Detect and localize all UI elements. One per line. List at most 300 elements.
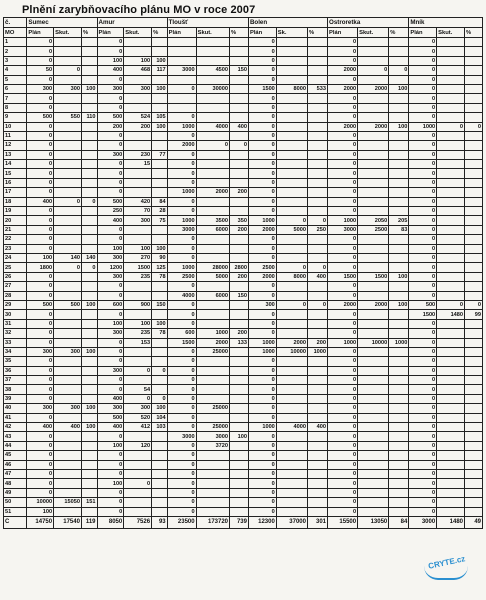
value-cell: 100 bbox=[97, 319, 124, 328]
value-cell: 99 bbox=[465, 310, 483, 319]
subheader-cell: % bbox=[307, 28, 327, 38]
value-cell: 2000 bbox=[358, 300, 389, 309]
value-cell: 0 bbox=[409, 282, 437, 291]
value-cell bbox=[465, 329, 483, 338]
value-cell: 50 bbox=[27, 66, 54, 75]
value-cell bbox=[196, 460, 229, 469]
value-cell bbox=[307, 498, 327, 507]
value-cell: 400 bbox=[97, 423, 124, 432]
value-cell bbox=[54, 507, 82, 516]
value-cell: 0 bbox=[248, 451, 276, 460]
value-cell bbox=[389, 291, 409, 300]
value-cell bbox=[389, 47, 409, 56]
total-value-cell: 23500 bbox=[167, 516, 196, 528]
value-cell bbox=[152, 469, 168, 478]
value-cell bbox=[81, 338, 97, 347]
value-cell: 90 bbox=[152, 253, 168, 262]
value-cell: 0 bbox=[167, 376, 196, 385]
value-cell bbox=[437, 319, 465, 328]
value-cell bbox=[230, 150, 249, 159]
value-cell bbox=[230, 253, 249, 262]
table-row bbox=[4, 413, 483, 422]
value-cell: 0 bbox=[54, 66, 82, 75]
total-value-cell: 17540 bbox=[54, 516, 82, 528]
value-cell bbox=[358, 460, 389, 469]
value-cell: 0 bbox=[409, 131, 437, 140]
value-cell: 2000 bbox=[248, 225, 276, 234]
mo-number-cell: 36 bbox=[4, 366, 27, 375]
value-cell bbox=[465, 66, 483, 75]
value-cell: 4000 bbox=[196, 122, 229, 131]
value-cell bbox=[307, 235, 327, 244]
value-cell: 1000 bbox=[248, 216, 276, 225]
value-cell: 0 bbox=[248, 150, 276, 159]
value-cell bbox=[81, 413, 97, 422]
value-cell bbox=[81, 235, 97, 244]
table-row bbox=[4, 235, 483, 244]
total-value-cell: 8050 bbox=[97, 516, 124, 528]
table-row bbox=[4, 253, 483, 262]
value-cell: 100 bbox=[124, 319, 152, 328]
value-cell bbox=[358, 94, 389, 103]
value-cell bbox=[389, 507, 409, 516]
value-cell: 0 bbox=[167, 197, 196, 206]
value-cell: 0 bbox=[27, 131, 54, 140]
mo-number-cell: 3 bbox=[4, 56, 27, 65]
value-cell bbox=[465, 404, 483, 413]
total-value-cell: 119 bbox=[81, 516, 97, 528]
value-cell bbox=[389, 113, 409, 122]
value-cell bbox=[124, 94, 152, 103]
value-cell: 0 bbox=[409, 84, 437, 93]
value-cell bbox=[465, 432, 483, 441]
value-cell: 0 bbox=[328, 94, 358, 103]
value-cell: 0 bbox=[27, 150, 54, 159]
value-cell: 2000 bbox=[328, 66, 358, 75]
value-cell bbox=[307, 160, 327, 169]
value-cell: 0 bbox=[167, 507, 196, 516]
value-cell: 300 bbox=[97, 404, 124, 413]
value-cell bbox=[81, 507, 97, 516]
value-cell bbox=[276, 197, 307, 206]
value-cell bbox=[465, 253, 483, 262]
value-cell bbox=[437, 235, 465, 244]
value-cell: 110 bbox=[81, 113, 97, 122]
value-cell bbox=[389, 441, 409, 450]
value-cell: 100 bbox=[152, 84, 168, 93]
value-cell: 0 bbox=[307, 263, 327, 272]
value-cell: 0 bbox=[328, 113, 358, 122]
value-cell bbox=[437, 347, 465, 356]
value-cell bbox=[54, 432, 82, 441]
value-cell bbox=[437, 404, 465, 413]
value-cell bbox=[358, 423, 389, 432]
value-cell bbox=[54, 38, 82, 47]
value-cell: 0 bbox=[248, 197, 276, 206]
value-cell: 75 bbox=[152, 216, 168, 225]
value-cell: 0 bbox=[248, 282, 276, 291]
value-cell bbox=[389, 131, 409, 140]
value-cell: 0 bbox=[27, 432, 54, 441]
subheader-cell: Skut. bbox=[437, 28, 465, 38]
value-cell: 0 bbox=[248, 319, 276, 328]
value-cell: 0 bbox=[248, 460, 276, 469]
value-cell: 412 bbox=[124, 423, 152, 432]
value-cell: 200 bbox=[97, 122, 124, 131]
value-cell: 0 bbox=[307, 216, 327, 225]
value-cell bbox=[307, 432, 327, 441]
total-value-cell: 13050 bbox=[358, 516, 389, 528]
mo-number-cell: 18 bbox=[4, 197, 27, 206]
value-cell: 0 bbox=[97, 188, 124, 197]
table-row bbox=[4, 197, 483, 206]
value-cell: 235 bbox=[124, 329, 152, 338]
watermark-logo: CRYTE.cz bbox=[427, 554, 467, 571]
value-cell bbox=[389, 160, 409, 169]
value-cell bbox=[152, 169, 168, 178]
value-cell: 0 bbox=[152, 394, 168, 403]
value-cell: 0 bbox=[97, 94, 124, 103]
value-cell: 0 bbox=[328, 207, 358, 216]
value-cell bbox=[124, 498, 152, 507]
value-cell bbox=[81, 122, 97, 131]
value-cell bbox=[54, 56, 82, 65]
value-cell bbox=[230, 423, 249, 432]
value-cell: 0 bbox=[409, 38, 437, 47]
value-cell: 10000 bbox=[276, 347, 307, 356]
value-cell bbox=[81, 310, 97, 319]
mo-number-cell: 34 bbox=[4, 347, 27, 356]
value-cell bbox=[230, 38, 249, 47]
value-cell: 0 bbox=[167, 413, 196, 422]
value-cell: 0 bbox=[27, 479, 54, 488]
value-cell: 0 bbox=[248, 131, 276, 140]
value-cell: 0 bbox=[328, 366, 358, 375]
value-cell bbox=[465, 197, 483, 206]
value-cell bbox=[152, 479, 168, 488]
value-cell bbox=[358, 75, 389, 84]
value-cell bbox=[54, 488, 82, 497]
mo-number-cell: 33 bbox=[4, 338, 27, 347]
value-cell: 0 bbox=[97, 488, 124, 497]
value-cell bbox=[389, 178, 409, 187]
value-cell bbox=[196, 451, 229, 460]
value-cell: 0 bbox=[328, 413, 358, 422]
value-cell: 500 bbox=[97, 197, 124, 206]
value-cell: 0 bbox=[409, 469, 437, 478]
value-cell bbox=[276, 329, 307, 338]
value-cell: 0 bbox=[328, 103, 358, 112]
value-cell: 200 bbox=[307, 338, 327, 347]
value-cell bbox=[124, 357, 152, 366]
value-cell: 0 bbox=[409, 329, 437, 338]
total-value-cell: 301 bbox=[307, 516, 327, 528]
value-cell: 0 bbox=[328, 347, 358, 356]
total-value-cell: 7526 bbox=[124, 516, 152, 528]
value-cell: 100 bbox=[389, 300, 409, 309]
value-cell bbox=[196, 47, 229, 56]
value-cell bbox=[54, 244, 82, 253]
value-cell bbox=[167, 75, 196, 84]
value-cell bbox=[152, 488, 168, 497]
value-cell bbox=[437, 216, 465, 225]
value-cell bbox=[276, 103, 307, 112]
value-cell bbox=[465, 498, 483, 507]
value-cell bbox=[152, 310, 168, 319]
value-cell bbox=[389, 366, 409, 375]
value-cell bbox=[389, 94, 409, 103]
value-cell bbox=[54, 272, 82, 281]
mo-number-cell: 7 bbox=[4, 94, 27, 103]
value-cell bbox=[437, 507, 465, 516]
value-cell: 0 bbox=[167, 310, 196, 319]
table-row bbox=[4, 244, 483, 253]
value-cell: 2800 bbox=[230, 263, 249, 272]
value-cell bbox=[124, 488, 152, 497]
value-cell: 0 bbox=[328, 235, 358, 244]
value-cell: 0 bbox=[409, 432, 437, 441]
value-cell bbox=[389, 329, 409, 338]
value-cell bbox=[152, 141, 168, 150]
value-cell bbox=[167, 47, 196, 56]
value-cell: 1000 bbox=[167, 188, 196, 197]
subheader-cell: % bbox=[465, 28, 483, 38]
value-cell: 2000 bbox=[328, 300, 358, 309]
value-cell: 0 bbox=[409, 244, 437, 253]
value-cell bbox=[230, 310, 249, 319]
value-cell: 0 bbox=[27, 441, 54, 450]
value-cell: 0 bbox=[97, 460, 124, 469]
value-cell bbox=[276, 366, 307, 375]
value-cell bbox=[389, 347, 409, 356]
value-cell: 1000 bbox=[328, 338, 358, 347]
value-cell: 150 bbox=[230, 291, 249, 300]
value-cell bbox=[358, 197, 389, 206]
value-cell bbox=[152, 235, 168, 244]
value-cell bbox=[389, 488, 409, 497]
value-cell bbox=[54, 103, 82, 112]
value-cell bbox=[196, 253, 229, 262]
value-cell bbox=[124, 507, 152, 516]
value-cell: 1000 bbox=[328, 216, 358, 225]
mo-number-cell: 29 bbox=[4, 300, 27, 309]
mo-number-cell: 38 bbox=[4, 385, 27, 394]
value-cell: 2000 bbox=[248, 272, 276, 281]
value-cell: 0 bbox=[328, 498, 358, 507]
value-cell bbox=[358, 488, 389, 497]
value-cell: 0 bbox=[328, 197, 358, 206]
value-cell bbox=[389, 404, 409, 413]
value-cell: 0 bbox=[409, 160, 437, 169]
value-cell: 400 bbox=[97, 394, 124, 403]
value-cell: 0 bbox=[27, 216, 54, 225]
value-cell bbox=[152, 507, 168, 516]
value-cell: 10000 bbox=[27, 498, 54, 507]
value-cell bbox=[276, 207, 307, 216]
value-cell bbox=[230, 376, 249, 385]
total-value-cell: 173720 bbox=[196, 516, 229, 528]
mo-number-cell: 23 bbox=[4, 244, 27, 253]
value-cell: 6000 bbox=[196, 291, 229, 300]
value-cell bbox=[230, 460, 249, 469]
value-cell: 4500 bbox=[196, 66, 229, 75]
value-cell: 0 bbox=[328, 451, 358, 460]
table-row bbox=[4, 216, 483, 225]
value-cell bbox=[54, 282, 82, 291]
value-cell bbox=[81, 56, 97, 65]
value-cell bbox=[389, 432, 409, 441]
value-cell bbox=[276, 507, 307, 516]
value-cell: 100 bbox=[97, 56, 124, 65]
value-cell: 300 bbox=[97, 272, 124, 281]
value-cell bbox=[307, 253, 327, 262]
value-cell: 0 bbox=[409, 441, 437, 450]
value-cell: 0 bbox=[328, 253, 358, 262]
value-cell bbox=[437, 263, 465, 272]
total-value-cell: 739 bbox=[230, 516, 249, 528]
value-cell bbox=[81, 451, 97, 460]
value-cell bbox=[196, 160, 229, 169]
value-cell bbox=[465, 291, 483, 300]
value-cell bbox=[276, 235, 307, 244]
value-cell bbox=[389, 319, 409, 328]
value-cell bbox=[437, 291, 465, 300]
subheader-cell: Plán bbox=[167, 28, 196, 38]
value-cell bbox=[389, 235, 409, 244]
value-cell bbox=[54, 150, 82, 159]
value-cell bbox=[465, 338, 483, 347]
value-cell bbox=[152, 385, 168, 394]
value-cell bbox=[358, 282, 389, 291]
value-cell bbox=[437, 413, 465, 422]
value-cell: 0 bbox=[248, 235, 276, 244]
value-cell: 3000 bbox=[328, 225, 358, 234]
value-cell bbox=[437, 253, 465, 262]
total-value-cell: 37000 bbox=[276, 516, 307, 528]
value-cell bbox=[437, 150, 465, 159]
value-cell: 0 bbox=[409, 207, 437, 216]
value-cell bbox=[358, 207, 389, 216]
table-row bbox=[4, 207, 483, 216]
value-cell: 0 bbox=[167, 460, 196, 469]
value-cell bbox=[437, 357, 465, 366]
value-cell: 15050 bbox=[54, 498, 82, 507]
value-cell: 0 bbox=[97, 432, 124, 441]
value-cell bbox=[465, 160, 483, 169]
value-cell bbox=[437, 469, 465, 478]
value-cell: 125 bbox=[152, 263, 168, 272]
value-cell: 1480 bbox=[437, 310, 465, 319]
table-row bbox=[4, 75, 483, 84]
value-cell bbox=[276, 441, 307, 450]
value-cell: 300 bbox=[54, 404, 82, 413]
value-cell bbox=[465, 469, 483, 478]
table-row bbox=[4, 338, 483, 347]
value-cell: 0 bbox=[409, 75, 437, 84]
value-cell bbox=[276, 357, 307, 366]
value-cell bbox=[54, 225, 82, 234]
value-cell: 104 bbox=[152, 413, 168, 422]
value-cell bbox=[358, 469, 389, 478]
value-cell bbox=[307, 282, 327, 291]
value-cell bbox=[389, 103, 409, 112]
table-row bbox=[4, 376, 483, 385]
value-cell: 0 bbox=[167, 300, 196, 309]
value-cell: 70 bbox=[124, 207, 152, 216]
value-cell: 0 bbox=[328, 310, 358, 319]
value-cell: 0 bbox=[409, 366, 437, 375]
value-cell: 0 bbox=[409, 498, 437, 507]
value-cell bbox=[54, 178, 82, 187]
value-cell bbox=[276, 282, 307, 291]
value-cell: 3000 bbox=[167, 66, 196, 75]
value-cell bbox=[276, 498, 307, 507]
value-cell bbox=[276, 253, 307, 262]
header-c: č. bbox=[4, 18, 27, 28]
value-cell: 0 bbox=[328, 169, 358, 178]
value-cell: 100 bbox=[81, 300, 97, 309]
value-cell: 0 bbox=[248, 432, 276, 441]
value-cell: 100 bbox=[389, 272, 409, 281]
value-cell bbox=[167, 38, 196, 47]
value-cell: 100 bbox=[152, 122, 168, 131]
value-cell bbox=[124, 131, 152, 140]
value-cell bbox=[307, 460, 327, 469]
value-cell: 0 bbox=[27, 366, 54, 375]
value-cell bbox=[437, 479, 465, 488]
value-cell: 77 bbox=[152, 150, 168, 159]
value-cell bbox=[81, 479, 97, 488]
value-cell: 0 bbox=[27, 329, 54, 338]
value-cell: 0 bbox=[465, 300, 483, 309]
mo-number-cell: 44 bbox=[4, 441, 27, 450]
value-cell: 200 bbox=[230, 329, 249, 338]
value-cell bbox=[358, 188, 389, 197]
mo-number-cell: 19 bbox=[4, 207, 27, 216]
value-cell bbox=[196, 488, 229, 497]
value-cell bbox=[152, 338, 168, 347]
table-row bbox=[4, 131, 483, 140]
mo-number-cell: 50 bbox=[4, 498, 27, 507]
value-cell: 2000 bbox=[196, 188, 229, 197]
value-cell: 0 bbox=[167, 469, 196, 478]
value-cell bbox=[465, 113, 483, 122]
value-cell bbox=[389, 244, 409, 253]
value-cell: 200 bbox=[230, 188, 249, 197]
value-cell bbox=[81, 103, 97, 112]
value-cell: 0 bbox=[328, 47, 358, 56]
table-row bbox=[4, 66, 483, 75]
total-value-cell: 12300 bbox=[248, 516, 276, 528]
value-cell bbox=[437, 84, 465, 93]
value-cell bbox=[307, 141, 327, 150]
value-cell bbox=[81, 319, 97, 328]
value-cell bbox=[437, 329, 465, 338]
value-cell bbox=[437, 141, 465, 150]
value-cell bbox=[196, 310, 229, 319]
value-cell: 0 bbox=[97, 235, 124, 244]
value-cell bbox=[152, 225, 168, 234]
value-cell bbox=[152, 498, 168, 507]
value-cell bbox=[465, 357, 483, 366]
value-cell: 0 bbox=[27, 122, 54, 131]
value-cell: 1500 bbox=[167, 338, 196, 347]
value-cell bbox=[307, 178, 327, 187]
value-cell: 0 bbox=[409, 47, 437, 56]
value-cell bbox=[389, 263, 409, 272]
value-cell: 0 bbox=[328, 329, 358, 338]
value-cell bbox=[465, 282, 483, 291]
